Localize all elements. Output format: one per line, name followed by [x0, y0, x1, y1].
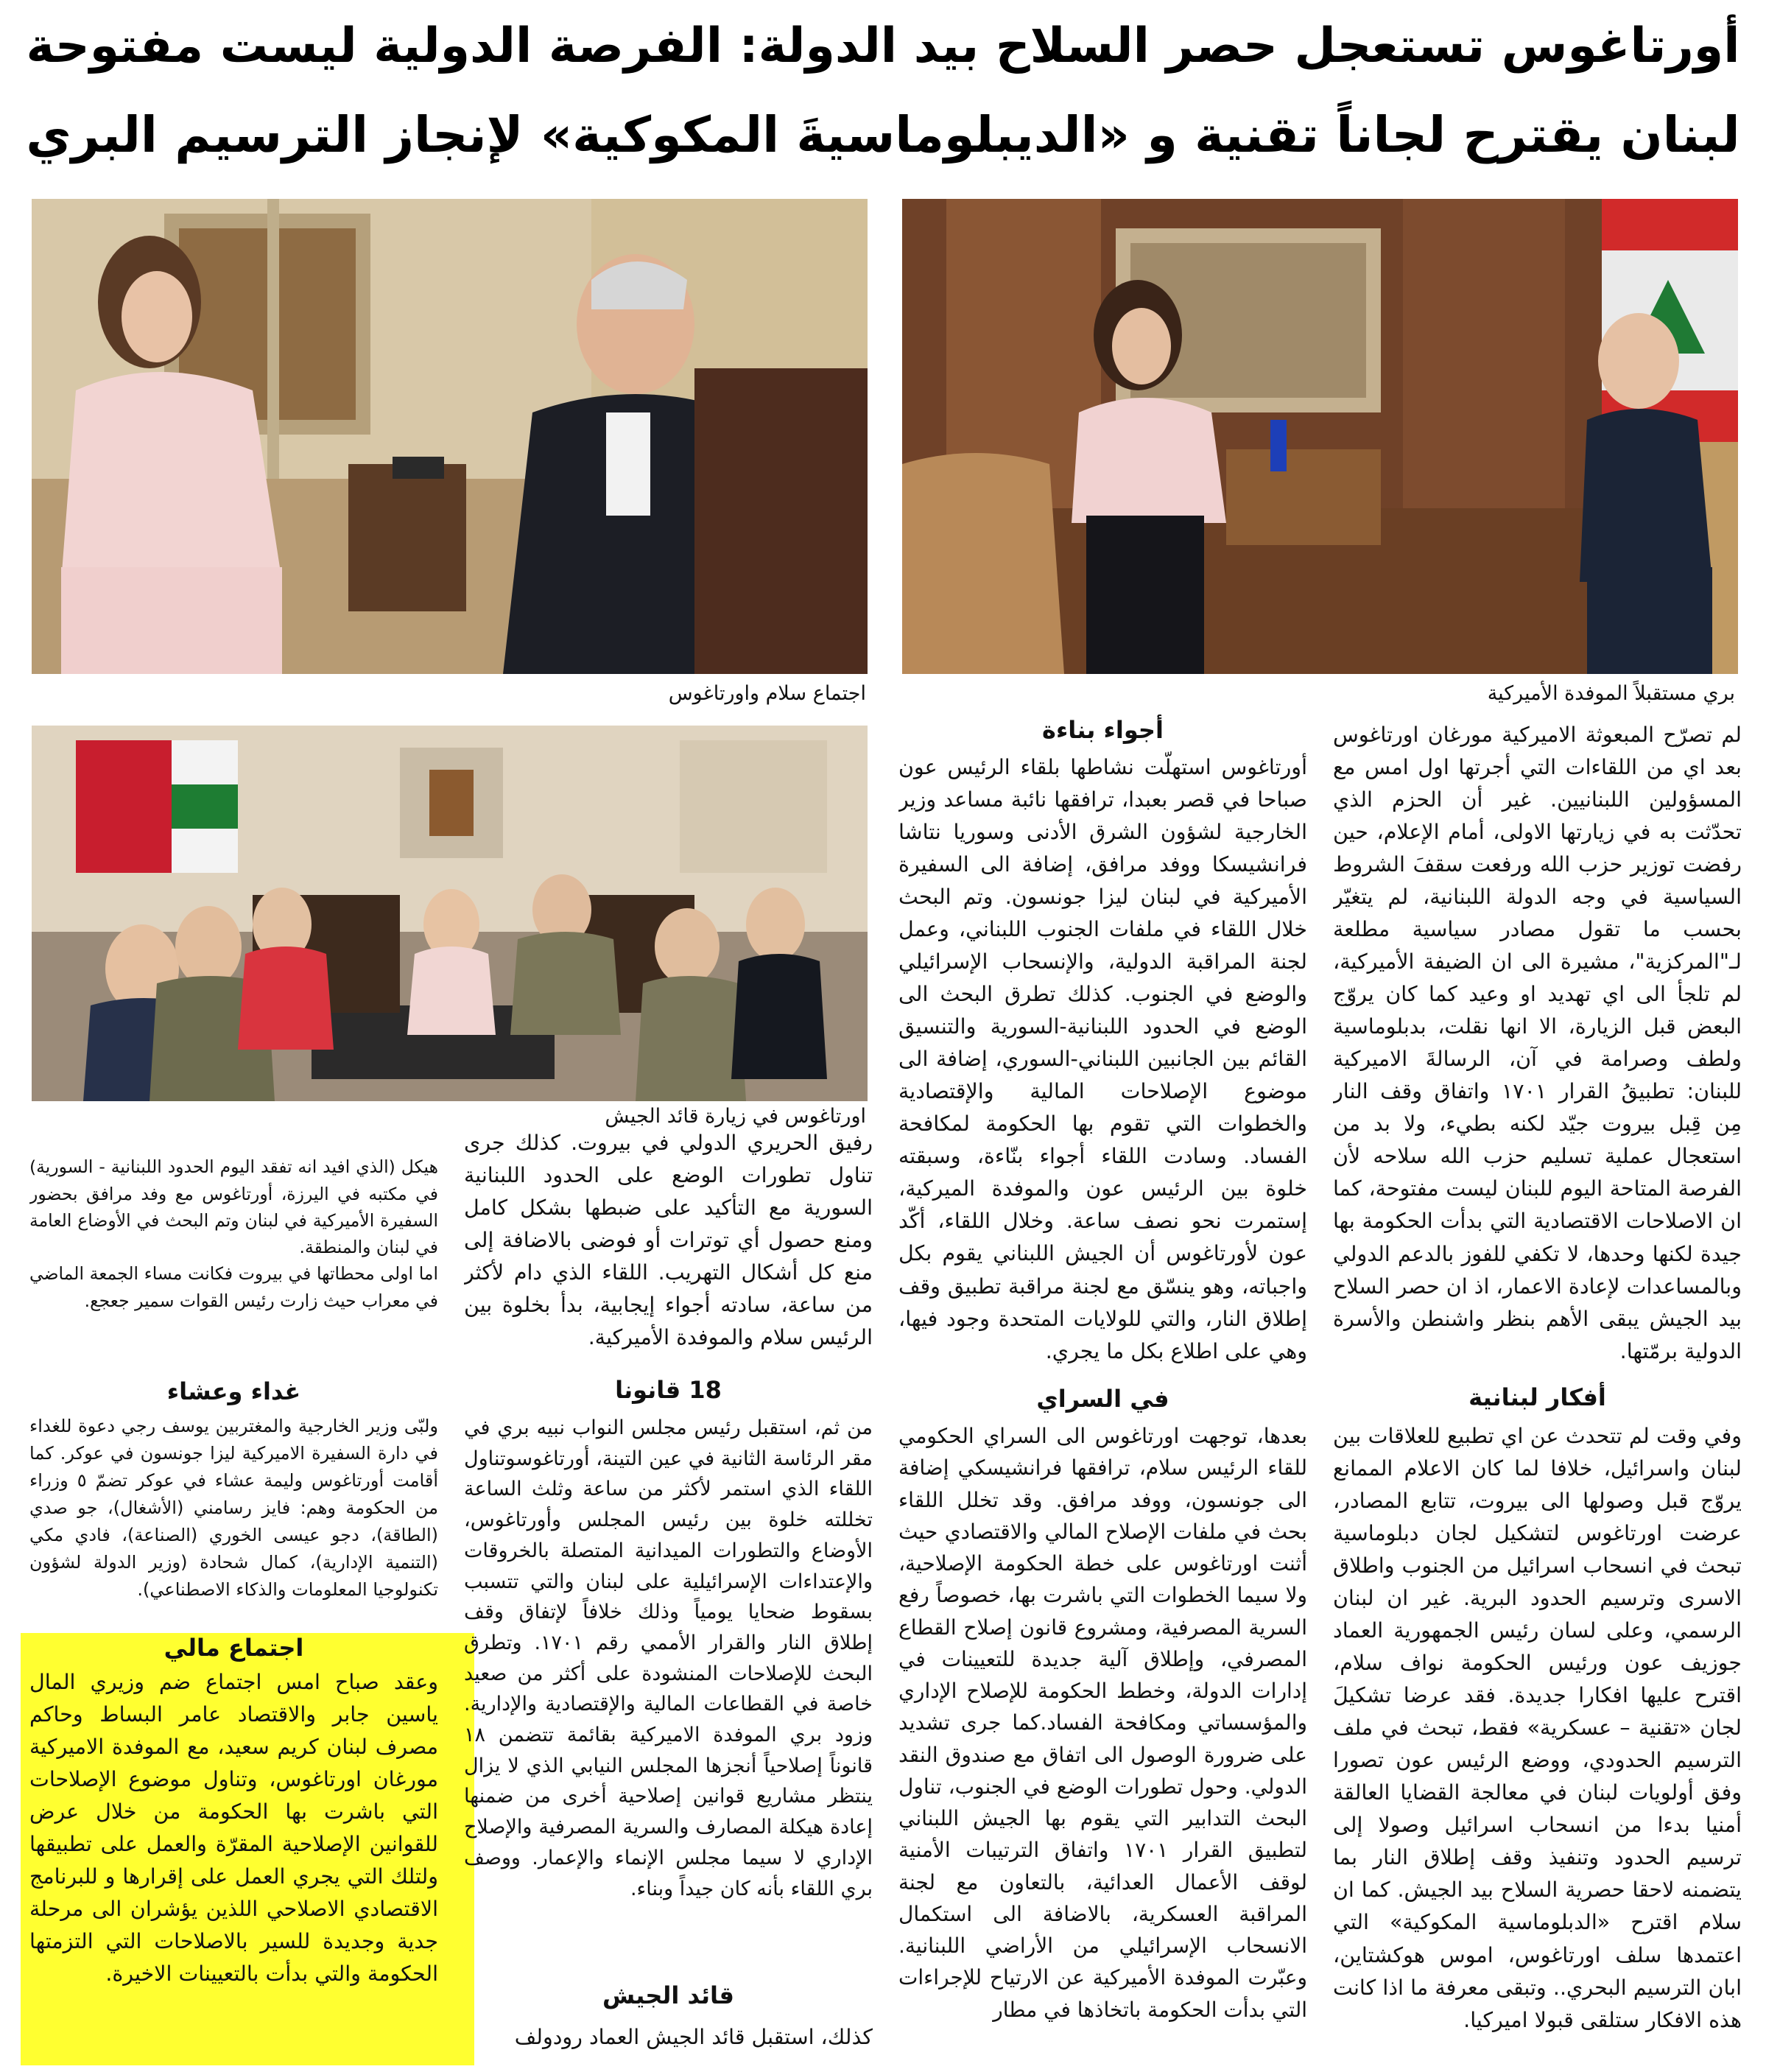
photo-salam-meeting	[32, 199, 868, 674]
article-column-2	[898, 751, 1307, 1381]
subheading-lunch-dinner: غداء وعشاء	[166, 1377, 301, 1405]
subheading-18-laws: 18 قانونا	[615, 1376, 722, 1404]
col4-paragraph-1: هيكل (الذي افيد انه تفقد اليوم الحدود اللبنانية - السورية) في مكتبه في اليرزة، أورتاغوس مع وفد مرافق بحضور السفيرة الأميركية في لبنان وتم البحث في الأوضاع العامة في لبنان والمنطقة. اما اولى محطاتها في بيروت فكانت مساء الجمعة الماضي في معراب حيث زارت رئيس القوات سمير جعجع.	[29, 1156, 438, 1311]
caption-salam: اجتماع سلام واورتاغوس	[668, 682, 866, 705]
subheading-constructive-atmosphere: أجواء بناءة	[1042, 716, 1164, 744]
headline-main: أورتاغوس تستعجل حصر السلاح بيد الدولة: الفرصة الدولية ليست مفتوحة	[26, 18, 1740, 74]
article-column-1b	[1333, 1420, 1742, 2061]
col3-paragraph-1: رفيق الحريري الدولي في بيروت. كذلك جرى تناول تطورات الوضع على الحدود اللبنانية السورية مع التأكيد على ضبطها بشكل كامل ومنع حصول أي توترات أو فوضى بالاضافة إلى منع كل أشكال التهريب. اللقاء الذي دام لأكثر من ساعة، سادته أجواء إيجابية، بدأ بخلوة بين الرئيس سلام والموفدة الأميركية.	[464, 1131, 873, 1350]
headline-sub: لبنان يقترح لجاناً تقنية و «الديبلوماسيةَ المكوكية» لإنجاز الترسيم البري	[26, 106, 1740, 164]
subheading-financial-meeting: اجتماع مالي	[163, 1634, 304, 1662]
photo-army-commander	[32, 726, 868, 1101]
col2-paragraph-1: أورتاغوس استهلّت نشاطها بلقاء الرئيس عون صباحا في قصر بعبدا، ترافقها نائبة مساعد وزير الخارجية لشؤون الشرق الأدنى وسوريا نتاشا فرانشيسكا ووفد مرافق، إضافة الى السفيرة الأميركية في لبنان ليزا جونسون. وتم البحث خلال اللقاء في ملفات الجنوب اللبناني، وعمل لجنة المراقبة الدولية، والإنسحاب الإسرائيلي والوضع في الجنوب. كذلك تطرق البحث الى الوضع في الحدود اللبنانية-السورية والتنسيق القائم بين الجانبين اللبناني-السوري، إضافة الى موضوع الإصلاحات المالية والإقتصادية والخطوات التي تقوم بها الحكومة لمكافحة الفساد. وسادت اللقاء أجواء بنّاءة، وسبقته خلوة بين الرئيس عون والموفدة الميركية، إستمرت نحو نصف ساعة. وخلال اللقاء، أكّد عون لأورتاغوس أن الجيش اللبناني يقوم بكل واجباته، وهو ينسّق مع لجنة مراقبة تطبيق وقف إطلاق النار، والتي للولايات المتحدة وجود فيها، وهي على اطلاع بكل ما يجري.	[898, 755, 1307, 1363]
article-column-3b	[464, 1413, 873, 1921]
col2-paragraph-2: بعدها، توجهت اورتاغوس الى السراي الحكومي للقاء الرئيس سلام، ترافقها فرانشيسكي إضافة الى جونسون، ووفد مرافق. وقد تخلل اللقاء بحث في ملفات الإصلاح المالي والاقتصادي حيث أثنت اورتاغوس على خطة الحكومة الإصلاحية، ولا سيما الخطوات التي باشرت بها، خصوصاً رفع السرية المصرفية، ومشروع قانون إصلاح القطاع المصرفي، وإطلاق آلية جديدة للتعيينات في إدارات الدولة، وخطط الحكومة للإصلاح الإداري والمؤسساتي ومكافحة الفساد.كما جرى تشديد على ضرورة الوصول الى اتفاق مع صندوق النقد الدولي. وحول تطورات الوضع في الجنوب، تناول البحث التدابير التي يقوم بها الجيش اللبناني لتطبيق القرار ١٧٠١ واتفاق الترتيبات الأمنية لوقف الأعمال العدائية، بالتعاون مع لجنة المراقبة العسكرية، بالاضافة الى استكمال الانسحاب الإسرائيلي من الأراضي اللبنانية. وعبّرت الموفدة الأميركية عن الارتياح للإجراءات التي بدأت الحكومة باتخاذها في مطار	[898, 1424, 1307, 2022]
article-column-4b	[29, 1413, 438, 1626]
article-column-3c	[464, 2021, 873, 2058]
article-column-3	[464, 1127, 873, 1370]
caption-army: اورتاغوس في زيارة قائد الجيش	[605, 1105, 866, 1128]
col3-paragraph-2: من ثم، استقبل رئيس مجلس النواب نبيه بري في مقر الرئاسة الثانية في عين التينة، أورتاغوسوتناول اللقاء الذي استمر لأكثر من ساعة وثلث الساعة تخللته خلوة بين رئيس المجلس وأورتاغوس، الأوضاع والتطورات الميدانية المتصلة بالخروقات والإعتداءات الإسرائيلية على لبنان والتي تتسبب بسقوط ضحايا يومياً وذلك خلافاً لإتفاق وقف إطلاق النار والقرار الأممي رقم ١٧٠١. وتطرق البحث للإصلاحات المنشودة على أكثر من صعيد خاصة في القطاعات المالية والإقتصادية والإدارية. وزود بري الموفدة الاميركية بقائمة تتضمن ١٨ قانوناً إصلاحياً أنجزها المجلس النيابي الذي لا يزال ينتظر مشاريع قوانين إصلاحية أخرى من ضمنها إعادة هيكلة المصارف والسرية المصرفية والإصلاح الإداري لا سيما مجلس الإنماء والإعمار. ووصف بري اللقاء بأنه كان جيداً وبناء.	[464, 1416, 873, 1900]
article-column-2b	[898, 1420, 1307, 2061]
col1-lead-paragraph: لم تصرّح المبعوثة الاميركية مورغان اورتاغوس بعد اي من اللقاءات التي أجرتها اول امس مع المسؤولين اللبنانيين. غير أن الحزم الذي تحدّثت به في زيارتها الاولى، أمام الإعلام، حين رفضت توزير حزب الله ورفعت سقفَ الشروط السياسية في وجه الدولة اللبنانية، لم يتغيّر بحسب ما تقول مصادر سياسية مطلعة لـ"المركزية"، مشيرة الى ان الضيفة الأميركية، لم تلجأ الى اي تهديد او وعيد كما كان يروّج البعض قبل الزيارة، الا انها نقلت، بدبلوماسية ولطف وصرامة في آن، الرسالةَ الاميركية للبنان: تطبيقُ القرار ١٧٠١ واتفاق وقف النار مِن قِبل بيروت جيّد لكنه بطيء، ولا بد من استعجال عملية تسليم حزب الله سلاحه لأن الفرصة المتاحة اليوم للبنان ليست مفتوحة، كما ان الاصلاحات الاقتصادية التي بدأت الحكومة بها جيدة لكنها وحدها، لا تكفي للفوز بالدعم الدولي وبالمساعدات لإعادة الاعمار، اذ ان حصر السلاح بيد الجيش يبقى الأهم بنظر واشنطن والأسرة الدولية برمّتها.	[1333, 723, 1742, 1363]
article-column-4	[29, 1127, 438, 1348]
subheading-army-commander: قائد الجيش	[602, 1981, 734, 2009]
photo-berri-meeting	[902, 199, 1738, 674]
caption-berri: بري مستقبلاً الموفدة الأميركية	[1487, 682, 1735, 705]
article-column-4c	[29, 1666, 438, 2060]
col3-paragraph-3: كذلك، استقبل قائد الجيش العماد رودولف	[514, 2025, 873, 2049]
col1-body-paragraph: وفي وقت لم تتحدث عن اي تطبيع للعلاقات بين لبنان واسرائيل، خلافا لما كان الاعلام الممانع يروّج قبل وصولها الى بيروت، تتابع المصادر، عرضت اورتاغوس لتشكيل لجان دبلوماسية تبحث في انسحاب اسرائيل من الجنوب واطلاق الاسرى وترسيم الحدود البرية. غير ان لبنان الرسمي، وعلى لسان رئيس الجمهورية العماد جوزيف عون ورئيس الحكومة نواف سلام، اقترح عليها افكارا جديدة. فقد عرضا تشكيلَ لجان «تقنية – عسكرية» فقط، تبحث في ملف الترسيم الحدودي، ووضع الرئيس عون تصورا وفق أولويات لبنان في معالجة القضايا العالقة أمنيا بدءا من انسحاب اسرائيل وصولا إلى ترسيم الحدود وتنفيذ وقف إطلاق النار بما يتضمنه لاحقا حصرية السلاح بيد الجيش. كما ان سلام اقترح «الدبلوماسية المكوكية» التي اعتمدها سلف اورتاغوس، اموس هوكشتاين، ابان الترسيم البحري.. وتبقى معرفة ما اذا كانت هذه الافكار ستلقى قبولا اميركيا.	[1333, 1424, 1742, 2032]
subheading-at-serail: في السراي	[1036, 1385, 1169, 1413]
col4-paragraph-2: ولبّى وزير الخارجية والمغتربين يوسف رجي دعوة للغداء في دارة السفيرة الاميركية ليزا جونسون في عوكر. كما أقامت أورتاغوس وليمة عشاء في عوكر تضمّ ٥ وزراء من الحكومة وهم: فايز رسامني (الأشغال)، جو صدي (الطاقة)، دجو عيسى الخوري (الصناعة)، فادي مكي (التنمية الإدارية)، كمال شحادة (وزير الدولة لشؤون تكنولوجيا المعلومات والذكاء الاصطناعي).	[29, 1416, 438, 1601]
col4-paragraph-3: وعقد صباح امس اجتماع ضم وزيري المال ياسين جابر والاقتصاد عامر البساط وحاكم مصرف لبنان كريم سعيد، مع الموفدة الاميركية مورغان اورتاغوس، وتناول موضوع الإصلاحات التي باشرت بها الحكومة من خلال عرض للقوانين الإصلاحية المقرّة والعمل على تطبيقها ولتلك التي يجري العمل على إقرارها و للبرنامج الاقتصادي الاصلاحي اللذين يؤشران الى مرحلة جدية وجديدة للسير بالاصلاحات التي التزمتها الحكومة والتي بدأت بالتعيينات الاخيرة.	[29, 1670, 438, 1987]
subheading-lebanese-ideas: أفكار لبنانية	[1468, 1383, 1606, 1411]
